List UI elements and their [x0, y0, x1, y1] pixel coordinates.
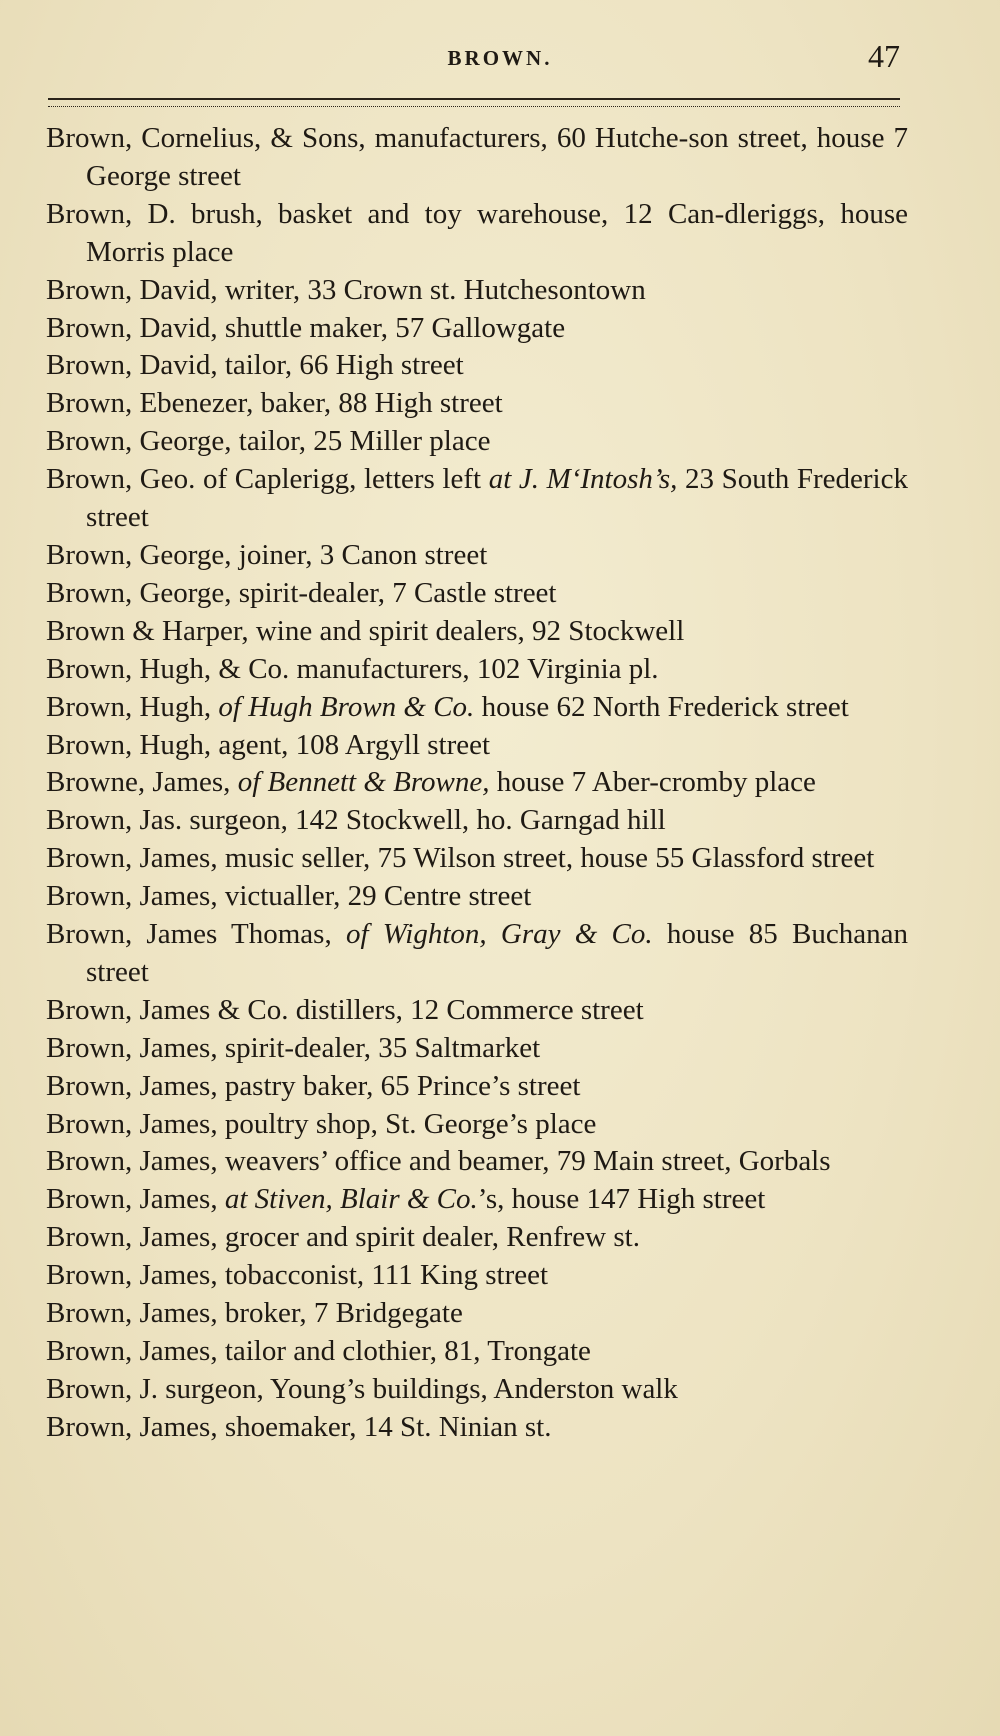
entry-text: Brown, James, shoemaker, 14 St. Ninian st.: [46, 1410, 552, 1443]
entry-text: Brown, James Thomas,: [46, 918, 346, 951]
page-number: 47: [868, 38, 900, 74]
directory-entry: [46, 1030, 908, 1068]
entry-text: Brown, D. brush, basket and toy warehouse, 12 Can-dleriggs, house Morris place: [46, 197, 908, 268]
running-head: [0, 38, 1000, 78]
entry-text: Brown, James, broker, 7 Bridgegate: [46, 1297, 463, 1330]
directory-entry: [46, 613, 908, 651]
directory-entry: [46, 1106, 908, 1144]
entry-italic-text: at Stiven, Blair & Co.: [224, 1183, 478, 1216]
directory-entry: [46, 1219, 908, 1257]
entry-text: Brown, George, joiner, 3 Canon street: [46, 538, 488, 571]
entry-text: Brown, James,: [46, 1183, 225, 1216]
entry-text: Brown, David, tailor, 66 High street: [46, 349, 464, 382]
directory-entry: [46, 840, 908, 878]
entry-text: Brown, James, weavers’ office and beamer, 79 Main street, Gorbals: [46, 1145, 831, 1178]
directory-entry: [46, 423, 908, 461]
entry-text: house 62 North Frederick street: [474, 690, 849, 723]
entry-text: Browne, James,: [46, 766, 238, 799]
entry-text: Brown, James, poultry shop, St. George’s place: [46, 1107, 597, 1140]
entry-text: 23 South Frederick street: [86, 463, 908, 534]
entry-text: Brown, James, tobacconist, 111 King street: [46, 1259, 549, 1292]
directory-entry: [46, 764, 908, 802]
directory-entry: [46, 461, 908, 537]
directory-entry: [46, 651, 908, 689]
directory-entry: [46, 310, 908, 348]
directory-entry: [46, 1333, 908, 1371]
entry-text: Brown & Harper, wine and spirit dealers, 92 Stockwell: [46, 614, 685, 647]
header-rule: [48, 98, 900, 107]
directory-entry: [46, 992, 908, 1030]
entry-text: Brown, Ebenezer, baker, 88 High street: [46, 387, 503, 420]
entry-text: Brown, George, tailor, 25 Miller place: [46, 425, 491, 458]
entry-italic-text: at J. M‘Intosh’s,: [488, 463, 678, 496]
entry-text: house 7 Aber-cromby place: [489, 766, 816, 799]
entry-text: Brown, Jas. surgeon, 142 Stockwell, ho. Garngad hill: [46, 804, 666, 837]
directory-entry: [46, 1295, 908, 1333]
entry-text: Brown, George, spirit-dealer, 7 Castle street: [46, 576, 557, 609]
entry-text: Brown, Hugh, & Co. manufacturers, 102 Virginia pl.: [46, 652, 659, 685]
entry-italic-text: of Hugh Brown & Co.: [218, 690, 475, 723]
directory-entry: [46, 878, 908, 916]
directory-entry: [46, 1409, 908, 1447]
entry-text: Brown, Hugh,: [46, 690, 219, 723]
entry-text: Brown, James & Co. distillers, 12 Commerce street: [46, 993, 644, 1026]
entry-text: Brown, Cornelius, & Sons, manufacturers, 60 Hutche-son street, house 7 George street: [46, 122, 908, 192]
entry-text: ’s, house 147 High street: [477, 1183, 766, 1216]
entry-italic-text: of Wighton, Gray & Co.: [345, 918, 653, 951]
entry-text: Brown, James, spirit-dealer, 35 Saltmarket: [46, 1031, 541, 1064]
directory-entry: [46, 802, 908, 840]
entry-text: Brown, James, music seller, 75 Wilson street, house 55 Glassford street: [46, 842, 875, 875]
entry-italic-text: of Bennett & Browne,: [237, 766, 490, 799]
directory-entry: [46, 689, 908, 727]
entry-text: Brown, Hugh, agent, 108 Argyll street: [46, 728, 491, 761]
entry-text: Brown, James, victualler, 29 Centre street: [46, 880, 532, 913]
directory-entry: [46, 575, 908, 613]
directory-entry: [46, 196, 908, 272]
directory-entry: [46, 385, 908, 423]
directory-entries: [46, 120, 908, 1447]
directory-entry: [46, 1181, 908, 1219]
entry-text: Brown, James, tailor and clothier, 81, Trongate: [46, 1335, 591, 1367]
directory-entry: [46, 1068, 908, 1106]
directory-entry: [46, 1371, 908, 1409]
directory-entry: [46, 347, 908, 385]
directory-entry: [46, 727, 908, 765]
directory-entry: [46, 537, 908, 575]
entry-text: house 85 Buchanan street: [86, 918, 908, 988]
directory-entry: [46, 272, 908, 310]
entry-text: Brown, James, pastry baker, 65 Prince’s street: [46, 1069, 581, 1102]
entry-text: Brown, David, writer, 33 Crown st. Hutchesontown: [46, 273, 646, 306]
directory-entry: [46, 120, 908, 196]
running-title: BROWN.: [447, 46, 553, 70]
entry-text: Brown, James, grocer and spirit dealer, Renfrew st.: [46, 1221, 640, 1254]
entry-text: Brown, J. surgeon, Young’s buildings, Anderston walk: [46, 1372, 678, 1405]
entry-text: Brown, Geo. of Caplerigg, letters left: [46, 463, 489, 496]
directory-entry: [46, 1143, 908, 1181]
entry-text: Brown, David, shuttle maker, 57 Gallowgate: [46, 311, 566, 344]
directory-entry: [46, 1257, 908, 1295]
directory-entry: [46, 916, 908, 992]
